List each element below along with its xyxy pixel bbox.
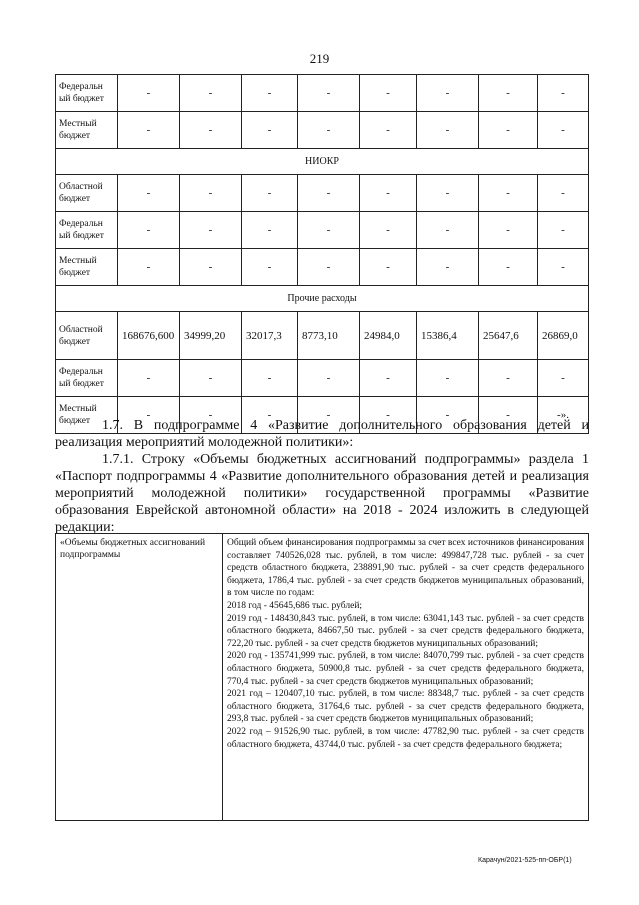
table-cell: - (118, 360, 180, 397)
table-cell: - (479, 75, 538, 112)
table-cell: - (180, 212, 242, 249)
table-cell: - (298, 175, 360, 212)
table-row (56, 360, 589, 397)
passport-line: 2022 год – 91526,90 тыс. рублей, в том числе: 47782,90 тыс. рублей - за счет средств областного бюджета, 43744,0 тыс. рублей - за счет средств федерального бюджета; (227, 726, 584, 750)
table-cell: - (479, 360, 538, 397)
table-cell: - (417, 112, 479, 149)
budget-source-label: Областной бюджет (56, 175, 118, 212)
table-cell: - (242, 75, 298, 112)
paragraph-text: 1.7.1. Строку «Объемы бюджетных ассигнований подпрограммы» раздела 1 «Паспорт подпрограммы 4 «Развитие дополнительного образования детей и реализация мероприятий молодежной политики» государственной программы «Развитие образования Еврейской автономной области» на 2018 - 2024 изложить в следующей редакции: (55, 452, 589, 535)
table-cell: - (242, 175, 298, 212)
table-row (56, 312, 589, 360)
table-cell: - (538, 360, 589, 397)
table-cell: - (298, 397, 360, 434)
table-cell: - (538, 212, 589, 249)
passport-table (55, 533, 589, 821)
table-cell: - (479, 212, 538, 249)
passport-label-cell: «Объемы бюджетных ассигнований подпрограммы (56, 534, 223, 821)
section-row (56, 286, 589, 312)
table-cell: - (360, 75, 417, 112)
section-title: НИОКР (56, 149, 589, 175)
passport-line: 2019 год - 148430,843 тыс. рублей, в том числе: 63041,143 тыс. рублей - за счет средств областного бюджета, 84667,50 тыс. рублей - за счет средств федерального бюджета, 722,20 тыс. рублей - за счет средств бюджетов муниципальных образований; (227, 613, 584, 649)
budget-source-label: Федеральн ый бюджет (56, 75, 118, 112)
table-cell: - (360, 397, 417, 434)
table-cell: - (479, 175, 538, 212)
table-cell: - (242, 397, 298, 434)
passport-content-cell (223, 534, 589, 821)
table-cell: 32017,3 (242, 312, 298, 360)
table-cell: - (298, 360, 360, 397)
passport-line: 2018 год - 45645,686 тыс. рублей; (227, 600, 363, 611)
table-cell: - (360, 112, 417, 149)
table-cell: 15386,4 (417, 312, 479, 360)
table-cell: - (298, 112, 360, 149)
table-cell: - (417, 75, 479, 112)
table-cell: - (417, 175, 479, 212)
table-cell: - (242, 212, 298, 249)
table-cell: - (479, 112, 538, 149)
table-cell: - (298, 249, 360, 286)
table-cell: - (180, 360, 242, 397)
table-cell: - (417, 397, 479, 434)
passport-line: 2020 год - 135741,999 тыс. рублей, в том числе: 84070,799 тыс. рублей - за счет средств областного бюджета, 50900,8 тыс. рублей - за счет средств федерального бюджета, 770,4 тыс. рублей - за счет средств бюджетов муниципальных образований; (227, 651, 584, 687)
table-cell: - (118, 75, 180, 112)
table-cell: - (298, 75, 360, 112)
budget-source-label: Местный бюджет (56, 112, 118, 149)
budget-source-label: Областной бюджет (56, 312, 118, 360)
table-cell: - (180, 249, 242, 286)
table-cell: - (180, 112, 242, 149)
table-cell: - (538, 75, 589, 112)
paragraph-text: 1.7. В подпрограмме 4 «Развитие дополнительного образования детей и реализация мероприятий молодежной политики»: (55, 418, 589, 450)
table-cell: 8773,10 (298, 312, 360, 360)
table-cell: - (360, 212, 417, 249)
table-cell: - (298, 212, 360, 249)
paragraph-1-7-1 (55, 451, 589, 536)
passport-line: Общий объем финансирования подпрограммы за счет всех источников финансирования составляет 740526,028 тыс. рублей, в том числе: 499847,728 тыс. рублей - за счет средств областного бюджета, 238891,90 тыс. рублей - за счет средств федерального бюджета, 1786,4 тыс. рублей - за счет средств бюджетов муниципальных образований, в том числе по годам: (227, 538, 584, 599)
table-row (56, 249, 589, 286)
budget-table (55, 74, 589, 434)
table-cell: - (479, 249, 538, 286)
table-row (56, 175, 589, 212)
table-row (56, 75, 589, 112)
page-number: 219 (309, 51, 330, 66)
table-cell: - (242, 360, 298, 397)
table-cell: - (538, 112, 589, 149)
table-cell: - (479, 397, 538, 434)
table-cell: - (538, 249, 589, 286)
table-cell: - (538, 175, 589, 212)
table-cell: - (180, 175, 242, 212)
budget-source-label: Федеральн ый бюджет (56, 212, 118, 249)
passport-line: 2021 год – 120407,10 тыс. рублей, в том числе: 88348,7 тыс. рублей - за счет средств областного бюджета, 31764,6 тыс. рублей - за счет средств федерального бюджета, 293,8 тыс. рублей - за счет средств бюджетов муниципальных образований; (227, 689, 584, 725)
section-title: Прочие расходы (56, 286, 589, 312)
table-cell: 26869,0 (538, 312, 589, 360)
table-row (56, 112, 589, 149)
table-cell: 34999,20 (180, 312, 242, 360)
budget-source-label: Местный бюджет (56, 249, 118, 286)
table-cell: - (118, 249, 180, 286)
table-cell: - (242, 249, 298, 286)
table-cell: - (360, 249, 417, 286)
table-cell: - (360, 175, 417, 212)
table-cell: 24984,0 (360, 312, 417, 360)
budget-source-label: Местный бюджет (56, 397, 118, 434)
table-cell: - (180, 397, 242, 434)
table-cell: 25647,6 (479, 312, 538, 360)
footer-document-code: Карачун/2021-525-пп-ОБР(1) (478, 857, 572, 864)
budget-source-label: Федеральн ый бюджет (56, 360, 118, 397)
table-row (56, 212, 589, 249)
table-cell: - (360, 360, 417, 397)
table-cell: - (417, 360, 479, 397)
table-cell: -». (538, 397, 589, 434)
section-row (56, 149, 589, 175)
table-cell: - (118, 175, 180, 212)
table-cell: - (242, 112, 298, 149)
table-cell: - (118, 212, 180, 249)
paragraph-1-7 (55, 417, 589, 451)
table-cell: - (118, 112, 180, 149)
table-cell: - (417, 249, 479, 286)
table-cell: 168676,600 (118, 312, 180, 360)
table-cell: - (118, 397, 180, 434)
table-cell: - (417, 212, 479, 249)
table-cell: - (180, 75, 242, 112)
